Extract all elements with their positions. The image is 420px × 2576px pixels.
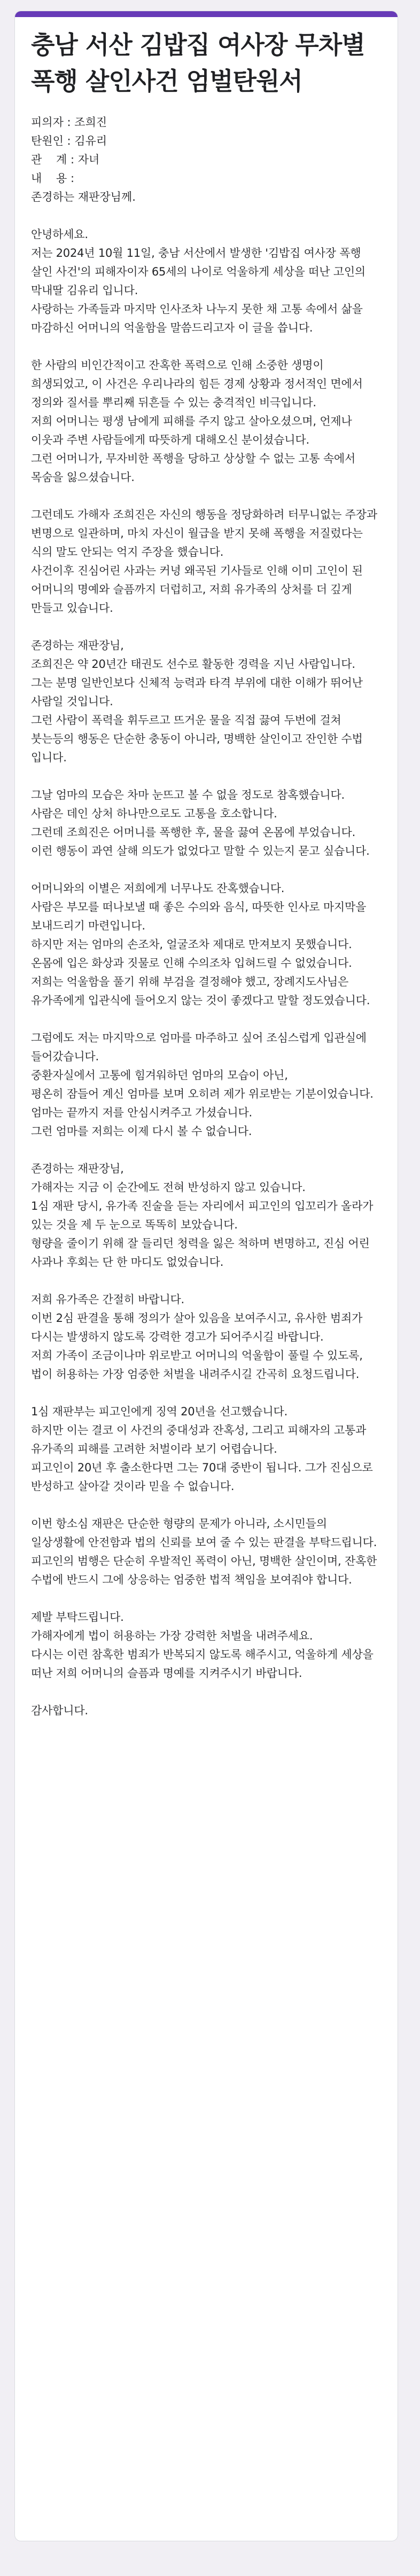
paragraph-line: 그는 분명 일반인보다 신체적 능력과 타격 부위에 대한 이해가 뛰어난 사람일 것입니다.	[31, 676, 363, 708]
paragraph-line: 중환자실에서 고통에 힘겨워하던 엄마의 모습이 아닌,	[31, 1069, 288, 1082]
paragraph-line: 사람은 데인 상처 하나만으로도 고통을 호소합니다.	[31, 807, 277, 820]
paragraph-line: 이런 행동이 과연 살해 의도가 없었다고 말할 수 있는지 묻고 싶습니다.	[31, 845, 370, 857]
paragraph-line: 그런데 조희진은 어머니를 폭행한 후, 물을 끓여 온몸에 부었습니다.	[31, 826, 356, 839]
paragraph-line: 엄마는 끝까지 저를 안심시켜주고 가셨습니다.	[31, 1106, 253, 1119]
petition-paragraph	[31, 1290, 382, 1384]
paragraph-line: 그날 엄마의 모습은 차마 눈뜨고 볼 수 없을 정도로 참혹했습니다.	[31, 789, 345, 801]
petition-content	[15, 17, 398, 1755]
petition-info	[31, 113, 382, 207]
paragraph-line: 조희진은 약 20년간 태권도 선수로 활동한 경력을 지닌 사람입니다.	[31, 658, 355, 671]
form-accent-bar	[15, 11, 398, 17]
paragraph-line: 안녕하세요.	[31, 228, 88, 241]
paragraph-line: 제발 부탁드립니다.	[31, 1611, 124, 1624]
petition-paragraph	[31, 1608, 382, 1683]
paragraph-line: 다시는 이런 참혹한 범죄가 반복되지 않도록 해주시고, 억울하게 세상을 떠난 저희 어머니의 슬픔과 명예를 지켜주시기 바랍니다.	[31, 1648, 374, 1680]
paragraph-line: 저희는 억울함을 풀기 위해 부검을 결정해야 했고, 장례지도사님은 유가족에게 입관식에 들어오지 않는 것이 좋겠다고 말할 정도였습니다.	[31, 975, 370, 1007]
paragraph-line: 이번 2심 판결을 통해 정의가 살아 있음을 보여주시고, 유사한 범죄가 다시는 발생하지 않도록 강력한 경고가 되어주시길 바랍니다.	[31, 1312, 363, 1343]
paragraph-line: 사람은 부모를 떠나보낼 때 좋은 수의와 음식, 따뜻한 인사로 마지막을 보내드리기 마련입니다.	[31, 901, 367, 932]
paragraph-line: 감사합니다.	[31, 1704, 88, 1717]
petition-paragraph	[31, 636, 382, 767]
petitioner-line: 탄원인 : 김유리	[31, 135, 107, 147]
paragraph-line: 사건이후 진심어린 사과는 커녕 왜곡된 기사들로 인해 이미 고인이 된 어머니의 명예와 슬픔까지 더럽히고, 저희 유가족의 상처를 더 깊게 만들고 있습니다.	[31, 564, 363, 615]
info-spacer	[31, 207, 382, 225]
greeting-line: 존경하는 재판장님께.	[31, 191, 136, 203]
paragraph-line: 피고인이 20년 후 출소한다면 그는 70대 중반이 됩니다. 그가 진심으로 반성하고 살아갈 것이라 믿을 수 없습니다.	[31, 1461, 373, 1493]
paragraph-line: 저희 가족이 조금이나마 위로받고 어머니의 억울함이 풀릴 수 있도록, 법이 허용하는 가장 엄중한 처벌을 내려주시길 간곡히 요청드립니다.	[31, 1349, 363, 1381]
paragraph-line: 그런 어머니가, 무자비한 폭행을 당하고 상상할 수 없는 고통 속에서 목숨을 잃으셨습니다.	[31, 452, 356, 484]
paragraph-line: 그럼에도 저는 마지막으로 엄마를 마주하고 싶어 조심스럽게 입관실에 들어갔습니다.	[31, 1031, 367, 1063]
paragraph-line: 어머니와의 이별은 저희에게 너무나도 잔혹했습니다.	[31, 882, 285, 895]
petition-paragraph	[31, 225, 382, 337]
page-background-footer	[0, 2548, 420, 2576]
paragraph-line: 존경하는 재판장님,	[31, 639, 124, 652]
petition-body	[31, 225, 382, 1720]
paragraph-line: 존경하는 재판장님,	[31, 1162, 124, 1175]
defendant-line: 피의자 : 조희진	[31, 116, 107, 129]
paragraph-line: 저희 유가족은 간절히 바랍니다.	[31, 1293, 185, 1306]
petition-paragraph	[31, 506, 382, 618]
petition-card	[14, 11, 398, 2541]
petition-paragraph	[31, 1701, 382, 1720]
paragraph-line: 1심 재판 당시, 유가족 진술을 듣는 자리에서 피고인의 입꼬리가 올라가 있는 것을 제 두 눈으로 똑똑히 보았습니다.	[31, 1200, 374, 1231]
petition-paragraph	[31, 1029, 382, 1141]
petition-paragraph	[31, 786, 382, 861]
petition-paragraph	[31, 356, 382, 487]
paragraph-line: 그런데도 가해자 조희진은 자신의 행동을 정당화하려 터무니없는 주장과 변명으로 일관하며, 마치 자신이 월급을 받지 못해 폭행을 저질렀다는 식의 말도 안되는 억지 주장을 했습니다.	[31, 508, 377, 558]
petition-title: 충남 서산 김밥집 여사장 무차별폭행 살인사건 엄벌탄원서	[31, 30, 365, 96]
paragraph-line: 가해자는 지금 이 순간에도 전혀 반성하지 않고 있습니다.	[31, 1181, 306, 1194]
petition-paragraph	[31, 1160, 382, 1272]
paragraph-line: 그런 엄마를 저희는 이제 다시 볼 수 없습니다.	[31, 1125, 252, 1138]
petition-paragraph	[31, 1515, 382, 1589]
petition-paragraph	[31, 1403, 382, 1496]
paragraph-line: 1심 재판부는 피고인에게 징역 20년을 선고했습니다.	[31, 1405, 288, 1418]
paragraph-line: 하지만 저는 엄마의 손조차, 얼굴조차 제대로 만져보지 못했습니다.	[31, 938, 352, 951]
paragraph-line: 하지만 이는 결코 이 사건의 중대성과 잔혹성, 그리고 피해자의 고통과 유가족의 피해를 고려한 처벌이라 보기 어렵습니다.	[31, 1424, 367, 1455]
paragraph-line: 온몸에 입은 화상과 짓물로 인해 수의조차 입혀드릴 수 없었습니다.	[31, 957, 352, 970]
paragraph-line: 형량을 줄이기 위해 잘 들리던 청력을 잃은 척하며 변명하고, 진심 어린 사과나 후회는 단 한 마디도 없었습니다.	[31, 1237, 370, 1269]
paragraph-line: 저는 2024년 10월 11일, 충남 서산에서 발생한 '김밥집 여사장 폭행 살인 사건'의 피해자이자 65세의 나이로 억울하게 세상을 떠난 고인의 막내딸 김유리 입니다.	[31, 247, 366, 297]
paragraph-line: 평온히 잠들어 계신 엄마를 보며 오히려 제가 위로받는 기분이었습니다.	[31, 1088, 374, 1100]
paragraph-line: 사랑하는 가족들과 마지막 인사조차 나누지 못한 채 고통 속에서 삶을 마감하신 어머니의 억울함을 말씀드리고자 이 글을 씁니다.	[31, 303, 363, 334]
paragraph-line: 가해자에게 법이 허용하는 가장 강력한 처벌을 내려주세요.	[31, 1629, 313, 1642]
petition-paragraph	[31, 879, 382, 1010]
content-label: 내 용 :	[31, 172, 75, 185]
paragraph-line: 저희 어머니는 평생 남에게 피해를 주지 않고 살아오셨으며, 언제나 이웃과 주변 사람들에게 따뜻하게 대해오신 분이셨습니다.	[31, 415, 352, 446]
paragraph-line: 그런 사람이 폭력을 휘두르고 뜨거운 물을 직접 끓여 두번에 걸쳐 붓는등의 행동은 단순한 충동이 아니라, 명백한 살인이고 잔인한 수법 입니다.	[31, 714, 363, 764]
paragraph-line: 피고인의 범행은 단순히 우발적인 폭력이 아닌, 명백한 살인이며, 잔혹한 수법에 반드시 그에 상응하는 엄중한 법적 책임을 보여줘야 합니다.	[31, 1555, 377, 1586]
paragraph-line: 한 사람의 비인간적이고 잔혹한 폭력으로 인해 소중한 생명이 희생되었고, 이 사건은 우리나라의 힘든 경제 상황과 정서적인 면에서 정의와 질서를 뿌리째 뒤흔들 수 있는 충격적인 비극입니다.	[31, 359, 363, 409]
paragraph-line: 이번 항소심 재판은 단순한 형량의 문제가 아니라, 소시민들의 일상생활에 안전함과 법의 신뢰를 보여 줄 수 있는 판결을 부탁드립니다.	[31, 1517, 377, 1549]
relation-line: 관 계 : 자녀	[31, 153, 100, 166]
